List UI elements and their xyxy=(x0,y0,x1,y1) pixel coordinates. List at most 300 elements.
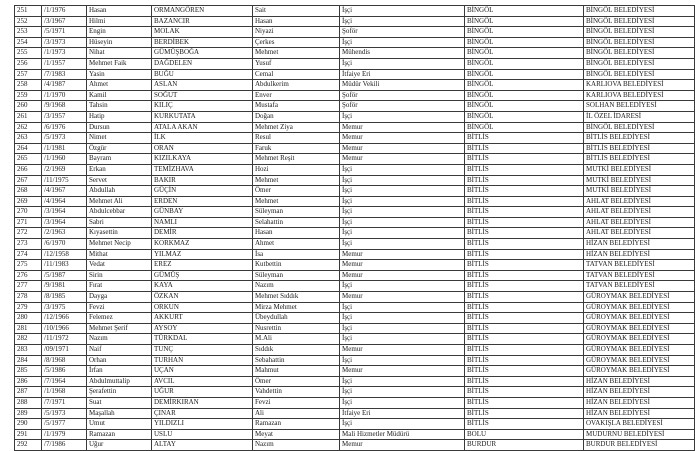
father-name-cell: Enver xyxy=(253,90,340,101)
first-name-cell: Uğur xyxy=(87,440,152,451)
occupation-cell: İşçi xyxy=(340,376,465,387)
occupation-cell: İşçi xyxy=(340,16,465,27)
province-cell: BİTLİS xyxy=(465,217,584,228)
occupation-cell: İşçi xyxy=(340,323,465,334)
province-cell: BİTLİS xyxy=(465,419,584,430)
province-cell: BİNGÖL xyxy=(465,122,584,133)
father-name-cell: Sait xyxy=(253,6,340,17)
table-row xyxy=(15,376,695,387)
table-row xyxy=(15,419,695,430)
province-cell: BİNGÖL xyxy=(465,80,584,91)
province-cell: BİTLİS xyxy=(465,186,584,197)
father-name-cell: Cemal xyxy=(253,69,340,80)
occupation-cell: Memur xyxy=(340,122,465,133)
institution-cell: HİZAN BELEDİYESİ xyxy=(584,408,695,419)
records-table xyxy=(14,5,695,451)
first-name-cell: Ahmet xyxy=(87,80,152,91)
province-cell: BİNGÖL xyxy=(465,48,584,59)
row-number-cell: 266 xyxy=(15,164,42,175)
birth-date-cell: /8/1985 xyxy=(42,292,87,303)
occupation-cell: İşçi xyxy=(340,196,465,207)
row-number-cell: 276 xyxy=(15,270,42,281)
surname-cell: ÖZKAN xyxy=(152,292,253,303)
row-number-cell: 277 xyxy=(15,281,42,292)
occupation-cell: İşçi xyxy=(340,217,465,228)
records-sheet xyxy=(14,5,670,451)
birth-date-cell: /7/1971 xyxy=(42,397,87,408)
province-cell: BİTLİS xyxy=(465,366,584,377)
birth-date-cell: /4/1987 xyxy=(42,80,87,91)
table-row xyxy=(15,334,695,345)
table-row xyxy=(15,249,695,260)
first-name-cell: Fevzi xyxy=(87,302,152,313)
row-number-cell: 283 xyxy=(15,345,42,356)
table-row xyxy=(15,27,695,38)
institution-cell: BİNGÖL BELEDİYESİ xyxy=(584,16,695,27)
institution-cell: GÜROYMAK BELEDİYESİ xyxy=(584,313,695,324)
father-name-cell: Mehmet Sıddık xyxy=(253,292,340,303)
institution-cell: HİZAN BELEDİYESİ xyxy=(584,239,695,250)
first-name-cell: Hilmi xyxy=(87,16,152,27)
first-name-cell: Tahsin xyxy=(87,101,152,112)
province-cell: BİTLİS xyxy=(465,133,584,144)
occupation-cell: Mali Hizmetler Müdürü xyxy=(340,429,465,440)
row-number-cell: 288 xyxy=(15,397,42,408)
surname-cell: AKKURT xyxy=(152,313,253,324)
table-row xyxy=(15,440,695,451)
table-row xyxy=(15,90,695,101)
surname-cell: GÜMÜŞBOĞA xyxy=(152,48,253,59)
row-number-cell: 258 xyxy=(15,80,42,91)
table-row xyxy=(15,48,695,59)
table-row xyxy=(15,429,695,440)
surname-cell: ASLAN xyxy=(152,80,253,91)
occupation-cell: Şoför xyxy=(340,101,465,112)
institution-cell: GÜROYMAK BELEDİYESİ xyxy=(584,334,695,345)
institution-cell: GÜROYMAK BELEDİYESİ xyxy=(584,323,695,334)
occupation-cell: Müdür Vekili xyxy=(340,80,465,91)
first-name-cell: Abdulmuttalip xyxy=(87,376,152,387)
father-name-cell: Übeydullah xyxy=(253,313,340,324)
surname-cell: ATALA AKAN xyxy=(152,122,253,133)
surname-cell: BUĞU xyxy=(152,69,253,80)
first-name-cell: Orhan xyxy=(87,355,152,366)
birth-date-cell: /09/1971 xyxy=(42,345,87,356)
father-name-cell: Ramazan xyxy=(253,419,340,430)
table-row xyxy=(15,217,695,228)
row-number-cell: 275 xyxy=(15,260,42,271)
surname-cell: MOLAK xyxy=(152,27,253,38)
birth-date-cell: /6/1970 xyxy=(42,239,87,250)
occupation-cell: Mühendis xyxy=(340,48,465,59)
table-row xyxy=(15,207,695,218)
institution-cell: HİZAN BELEDİYESİ xyxy=(584,387,695,398)
institution-cell: BİNGÖL BELEDİYESİ xyxy=(584,122,695,133)
province-cell: BİNGÖL xyxy=(465,90,584,101)
father-name-cell: Vahdettin xyxy=(253,387,340,398)
province-cell: BİTLİS xyxy=(465,260,584,271)
father-name-cell: Mehmet xyxy=(253,48,340,59)
occupation-cell: İşçi xyxy=(340,397,465,408)
birth-date-cell: /5/1987 xyxy=(42,270,87,281)
surname-cell: ÇINAR xyxy=(152,408,253,419)
first-name-cell: İrfan xyxy=(87,366,152,377)
province-cell: BİNGÖL xyxy=(465,6,584,17)
row-number-cell: 260 xyxy=(15,101,42,112)
surname-cell: BAKIR xyxy=(152,175,253,186)
birth-date-cell: /5/1973 xyxy=(42,133,87,144)
first-name-cell: Kıyasettin xyxy=(87,228,152,239)
father-name-cell: Niyazi xyxy=(253,27,340,38)
surname-cell: BERDİBEK xyxy=(152,37,253,48)
table-row xyxy=(15,80,695,91)
father-name-cell: Nazım xyxy=(253,440,340,451)
birth-date-cell: /4/1964 xyxy=(42,196,87,207)
occupation-cell: İşçi xyxy=(340,111,465,122)
institution-cell: TATVAN BELEDİYESİ xyxy=(584,281,695,292)
father-name-cell: Çerkes xyxy=(253,37,340,48)
surname-cell: EREZ xyxy=(152,260,253,271)
surname-cell: KORKMAZ xyxy=(152,239,253,250)
province-cell: BİTLİS xyxy=(465,270,584,281)
row-number-cell: 281 xyxy=(15,323,42,334)
province-cell: BİTLİS xyxy=(465,239,584,250)
institution-cell: KARLIOVA BELEDİYESİ xyxy=(584,80,695,91)
first-name-cell: Hatip xyxy=(87,111,152,122)
birth-date-cell: /7/1986 xyxy=(42,440,87,451)
table-row xyxy=(15,228,695,239)
first-name-cell: Mehmet Faik xyxy=(87,58,152,69)
institution-cell: AHLAT BELEDİYESİ xyxy=(584,207,695,218)
surname-cell: KILIÇ xyxy=(152,101,253,112)
first-name-cell: Mehmet Şerif xyxy=(87,323,152,334)
row-number-cell: 267 xyxy=(15,175,42,186)
row-number-cell: 262 xyxy=(15,122,42,133)
row-number-cell: 261 xyxy=(15,111,42,122)
institution-cell: KARLIOVA BELEDİYESİ xyxy=(584,90,695,101)
surname-cell: AYSOY xyxy=(152,323,253,334)
birth-date-cell: /1/1976 xyxy=(42,6,87,17)
table-row xyxy=(15,154,695,165)
first-name-cell: Sirin xyxy=(87,270,152,281)
province-cell: BİTLİS xyxy=(465,376,584,387)
occupation-cell: Şoför xyxy=(340,90,465,101)
row-number-cell: 254 xyxy=(15,37,42,48)
surname-cell: TEMİZHAVA xyxy=(152,164,253,175)
occupation-cell: İşçi xyxy=(340,207,465,218)
first-name-cell: Kamil xyxy=(87,90,152,101)
province-cell: BİTLİS xyxy=(465,334,584,345)
first-name-cell: Vedat xyxy=(87,260,152,271)
table-row xyxy=(15,270,695,281)
row-number-cell: 284 xyxy=(15,355,42,366)
occupation-cell: Şoför xyxy=(340,27,465,38)
first-name-cell: Hüseyin xyxy=(87,37,152,48)
row-number-cell: 272 xyxy=(15,228,42,239)
first-name-cell: Abdullah xyxy=(87,186,152,197)
occupation-cell: Memur xyxy=(340,154,465,165)
first-name-cell: Nazım xyxy=(87,334,152,345)
row-number-cell: 269 xyxy=(15,196,42,207)
province-cell: BİTLİS xyxy=(465,323,584,334)
row-number-cell: 286 xyxy=(15,376,42,387)
table-row xyxy=(15,111,695,122)
table-row xyxy=(15,164,695,175)
occupation-cell: İşçi xyxy=(340,387,465,398)
first-name-cell: Nimet xyxy=(87,133,152,144)
province-cell: BOLU xyxy=(465,429,584,440)
occupation-cell: İşçi xyxy=(340,175,465,186)
row-number-cell: 253 xyxy=(15,27,42,38)
province-cell: BİTLİS xyxy=(465,355,584,366)
father-name-cell: Sebahattin xyxy=(253,355,340,366)
father-name-cell: Mehmet xyxy=(253,175,340,186)
institution-cell: GÜROYMAK BELEDİYESİ xyxy=(584,302,695,313)
surname-cell: DEMİR xyxy=(152,228,253,239)
surname-cell: ORAN xyxy=(152,143,253,154)
father-name-cell: Mehmet Ziya xyxy=(253,122,340,133)
institution-cell: BİNGÖL BELEDİYESİ xyxy=(584,37,695,48)
table-row xyxy=(15,196,695,207)
institution-cell: BİTLİS BELEDİYESİ xyxy=(584,133,695,144)
occupation-cell: İşçi xyxy=(340,164,465,175)
surname-cell: ERDEN xyxy=(152,196,253,207)
institution-cell: SOLHAN BELEDİYESİ xyxy=(584,101,695,112)
occupation-cell: Memur xyxy=(340,292,465,303)
institution-cell: GÜROYMAK BELEDİYESİ xyxy=(584,345,695,356)
row-number-cell: 255 xyxy=(15,48,42,59)
records-table-body xyxy=(15,6,695,451)
birth-date-cell: /11/1972 xyxy=(42,334,87,345)
table-row xyxy=(15,292,695,303)
table-row xyxy=(15,101,695,112)
father-name-cell: Selahattin xyxy=(253,217,340,228)
father-name-cell: Abdulkerim xyxy=(253,80,340,91)
surname-cell: YILDIZLI xyxy=(152,419,253,430)
institution-cell: MUTKİ BELEDİYESİ xyxy=(584,186,695,197)
first-name-cell: Hasan xyxy=(87,6,152,17)
province-cell: BİTLİS xyxy=(465,281,584,292)
table-row xyxy=(15,6,695,17)
occupation-cell: Memur xyxy=(340,345,465,356)
birth-date-cell: /5/1971 xyxy=(42,27,87,38)
father-name-cell: Mahmut xyxy=(253,366,340,377)
occupation-cell: İtfaiye Eri xyxy=(340,69,465,80)
father-name-cell: İsa xyxy=(253,249,340,260)
institution-cell: BİNGÖL BELEDİYESİ xyxy=(584,48,695,59)
province-cell: BİTLİS xyxy=(465,207,584,218)
first-name-cell: Mehmet Ali xyxy=(87,196,152,207)
birth-date-cell: /3/1967 xyxy=(42,16,87,27)
institution-cell: AHLAT BELEDİYESİ xyxy=(584,196,695,207)
father-name-cell: Süleyman xyxy=(253,207,340,218)
surname-cell: ORMANGÖREN xyxy=(152,6,253,17)
father-name-cell: Hasan xyxy=(253,16,340,27)
birth-date-cell: /1/1968 xyxy=(42,387,87,398)
row-number-cell: 287 xyxy=(15,387,42,398)
province-cell: BİTLİS xyxy=(465,196,584,207)
institution-cell: BİNGÖL BELEDİYESİ xyxy=(584,58,695,69)
row-number-cell: 259 xyxy=(15,90,42,101)
first-name-cell: Bayram xyxy=(87,154,152,165)
surname-cell: KAYA xyxy=(152,281,253,292)
institution-cell: MUTKİ BELEDİYESİ xyxy=(584,175,695,186)
occupation-cell: Memur xyxy=(340,270,465,281)
birth-date-cell: /1/1970 xyxy=(42,90,87,101)
row-number-cell: 289 xyxy=(15,408,42,419)
occupation-cell: Memur xyxy=(340,249,465,260)
table-row xyxy=(15,355,695,366)
father-name-cell: Ali xyxy=(253,408,340,419)
row-number-cell: 282 xyxy=(15,334,42,345)
surname-cell: USLU xyxy=(152,429,253,440)
institution-cell: BİNGÖL BELEDİYESİ xyxy=(584,69,695,80)
birth-date-cell: /6/1976 xyxy=(42,122,87,133)
table-row xyxy=(15,239,695,250)
row-number-cell: 271 xyxy=(15,217,42,228)
table-row xyxy=(15,387,695,398)
table-row xyxy=(15,69,695,80)
birth-date-cell: /1/1981 xyxy=(42,143,87,154)
row-number-cell: 292 xyxy=(15,440,42,451)
father-name-cell: Ömer xyxy=(253,376,340,387)
father-name-cell: Hozi xyxy=(253,164,340,175)
father-name-cell: M.Ali xyxy=(253,334,340,345)
institution-cell: GÜROYMAK BELEDİYESİ xyxy=(584,355,695,366)
province-cell: BİNGÖL xyxy=(465,111,584,122)
father-name-cell: Mustafa xyxy=(253,101,340,112)
province-cell: BİNGÖL xyxy=(465,101,584,112)
birth-date-cell: /3/1973 xyxy=(42,37,87,48)
institution-cell: AHLAT BELEDİYESİ xyxy=(584,228,695,239)
first-name-cell: Maşallah xyxy=(87,408,152,419)
surname-cell: SOĞUT xyxy=(152,90,253,101)
first-name-cell: Erkan xyxy=(87,164,152,175)
table-row xyxy=(15,397,695,408)
birth-date-cell: /11/1983 xyxy=(42,260,87,271)
institution-cell: BİTLİS BELEDİYESİ xyxy=(584,143,695,154)
father-name-cell: Mehmet xyxy=(253,196,340,207)
first-name-cell: Umut xyxy=(87,419,152,430)
institution-cell: BURDUR BELEDİYESİ xyxy=(584,440,695,451)
birth-date-cell: /3/1975 xyxy=(42,302,87,313)
province-cell: BİTLİS xyxy=(465,249,584,260)
table-row xyxy=(15,260,695,271)
father-name-cell: Nazım xyxy=(253,281,340,292)
surname-cell: KURKUTATA xyxy=(152,111,253,122)
birth-date-cell: /9/1968 xyxy=(42,101,87,112)
province-cell: BİNGÖL xyxy=(465,16,584,27)
surname-cell: TURHAN xyxy=(152,355,253,366)
institution-cell: AHLAT BELEDİYESİ xyxy=(584,217,695,228)
birth-date-cell: /1/1973 xyxy=(42,48,87,59)
first-name-cell: Özgür xyxy=(87,143,152,154)
birth-date-cell: /3/1964 xyxy=(42,207,87,218)
occupation-cell: Memur xyxy=(340,133,465,144)
surname-cell: KIZILKAYA xyxy=(152,154,253,165)
occupation-cell: İşçi xyxy=(340,37,465,48)
occupation-cell: İşçi xyxy=(340,6,465,17)
occupation-cell: İşçi xyxy=(340,239,465,250)
first-name-cell: Dursun xyxy=(87,122,152,133)
institution-cell: TATVAN BELEDİYESİ xyxy=(584,260,695,271)
institution-cell: GÜROYMAK BELEDİYESİ xyxy=(584,366,695,377)
birth-date-cell: /8/1968 xyxy=(42,355,87,366)
occupation-cell: İşçi xyxy=(340,228,465,239)
first-name-cell: Sabri xyxy=(87,217,152,228)
row-number-cell: 264 xyxy=(15,143,42,154)
birth-date-cell: /12/1958 xyxy=(42,249,87,260)
province-cell: BİNGÖL xyxy=(465,27,584,38)
first-name-cell: Abdulcebbar xyxy=(87,207,152,218)
province-cell: BİTLİS xyxy=(465,154,584,165)
institution-cell: TATVAN BELEDİYESİ xyxy=(584,270,695,281)
occupation-cell: Memur xyxy=(340,260,465,271)
birth-date-cell: /2/1969 xyxy=(42,164,87,175)
first-name-cell: Nihat xyxy=(87,48,152,59)
occupation-cell: Memur xyxy=(340,440,465,451)
row-number-cell: 251 xyxy=(15,6,42,17)
institution-cell: MUDURNU BELEDİYESİ xyxy=(584,429,695,440)
first-name-cell: Ramazan xyxy=(87,429,152,440)
surname-cell: UÇAN xyxy=(152,366,253,377)
table-row xyxy=(15,16,695,27)
surname-cell: NAMLI xyxy=(152,217,253,228)
birth-date-cell: /10/1966 xyxy=(42,323,87,334)
first-name-cell: Suat xyxy=(87,397,152,408)
institution-cell: GÜROYMAK BELEDİYESİ xyxy=(584,292,695,303)
occupation-cell: Memur xyxy=(340,366,465,377)
occupation-cell: İşçi xyxy=(340,355,465,366)
first-name-cell: Mithat xyxy=(87,249,152,260)
first-name-cell: Engin xyxy=(87,27,152,38)
surname-cell: BAZANCIR xyxy=(152,16,253,27)
row-number-cell: 280 xyxy=(15,313,42,324)
birth-date-cell: /3/1964 xyxy=(42,217,87,228)
province-cell: BURDUR xyxy=(465,440,584,451)
row-number-cell: 278 xyxy=(15,292,42,303)
surname-cell: GÜÇİN xyxy=(152,186,253,197)
occupation-cell: İşçi xyxy=(340,302,465,313)
province-cell: BİTLİS xyxy=(465,408,584,419)
table-row xyxy=(15,175,695,186)
table-row xyxy=(15,345,695,356)
birth-date-cell: /5/1977 xyxy=(42,419,87,430)
father-name-cell: Fevzi xyxy=(253,397,340,408)
father-name-cell: Meyat xyxy=(253,429,340,440)
birth-date-cell: /4/1967 xyxy=(42,186,87,197)
father-name-cell: Mirza Mehmet xyxy=(253,302,340,313)
surname-cell: DEMİRKIRAN xyxy=(152,397,253,408)
father-name-cell: Mehmet Reşit xyxy=(253,154,340,165)
surname-cell: TÜRKDAL xyxy=(152,334,253,345)
row-number-cell: 263 xyxy=(15,133,42,144)
institution-cell: HİZAN BELEDİYESİ xyxy=(584,376,695,387)
birth-date-cell: /9/1981 xyxy=(42,281,87,292)
birth-date-cell: /12/1966 xyxy=(42,313,87,324)
birth-date-cell: /3/1957 xyxy=(42,111,87,122)
province-cell: BİTLİS xyxy=(465,228,584,239)
institution-cell: İL ÖZEL İDARESİ xyxy=(584,111,695,122)
father-name-cell: Faruk xyxy=(253,143,340,154)
father-name-cell: Nusrettin xyxy=(253,323,340,334)
province-cell: BİTLİS xyxy=(465,143,584,154)
row-number-cell: 279 xyxy=(15,302,42,313)
row-number-cell: 285 xyxy=(15,366,42,377)
surname-cell: GÜNBAY xyxy=(152,207,253,218)
occupation-cell: İtfaiye Eri xyxy=(340,408,465,419)
province-cell: BİTLİS xyxy=(465,313,584,324)
